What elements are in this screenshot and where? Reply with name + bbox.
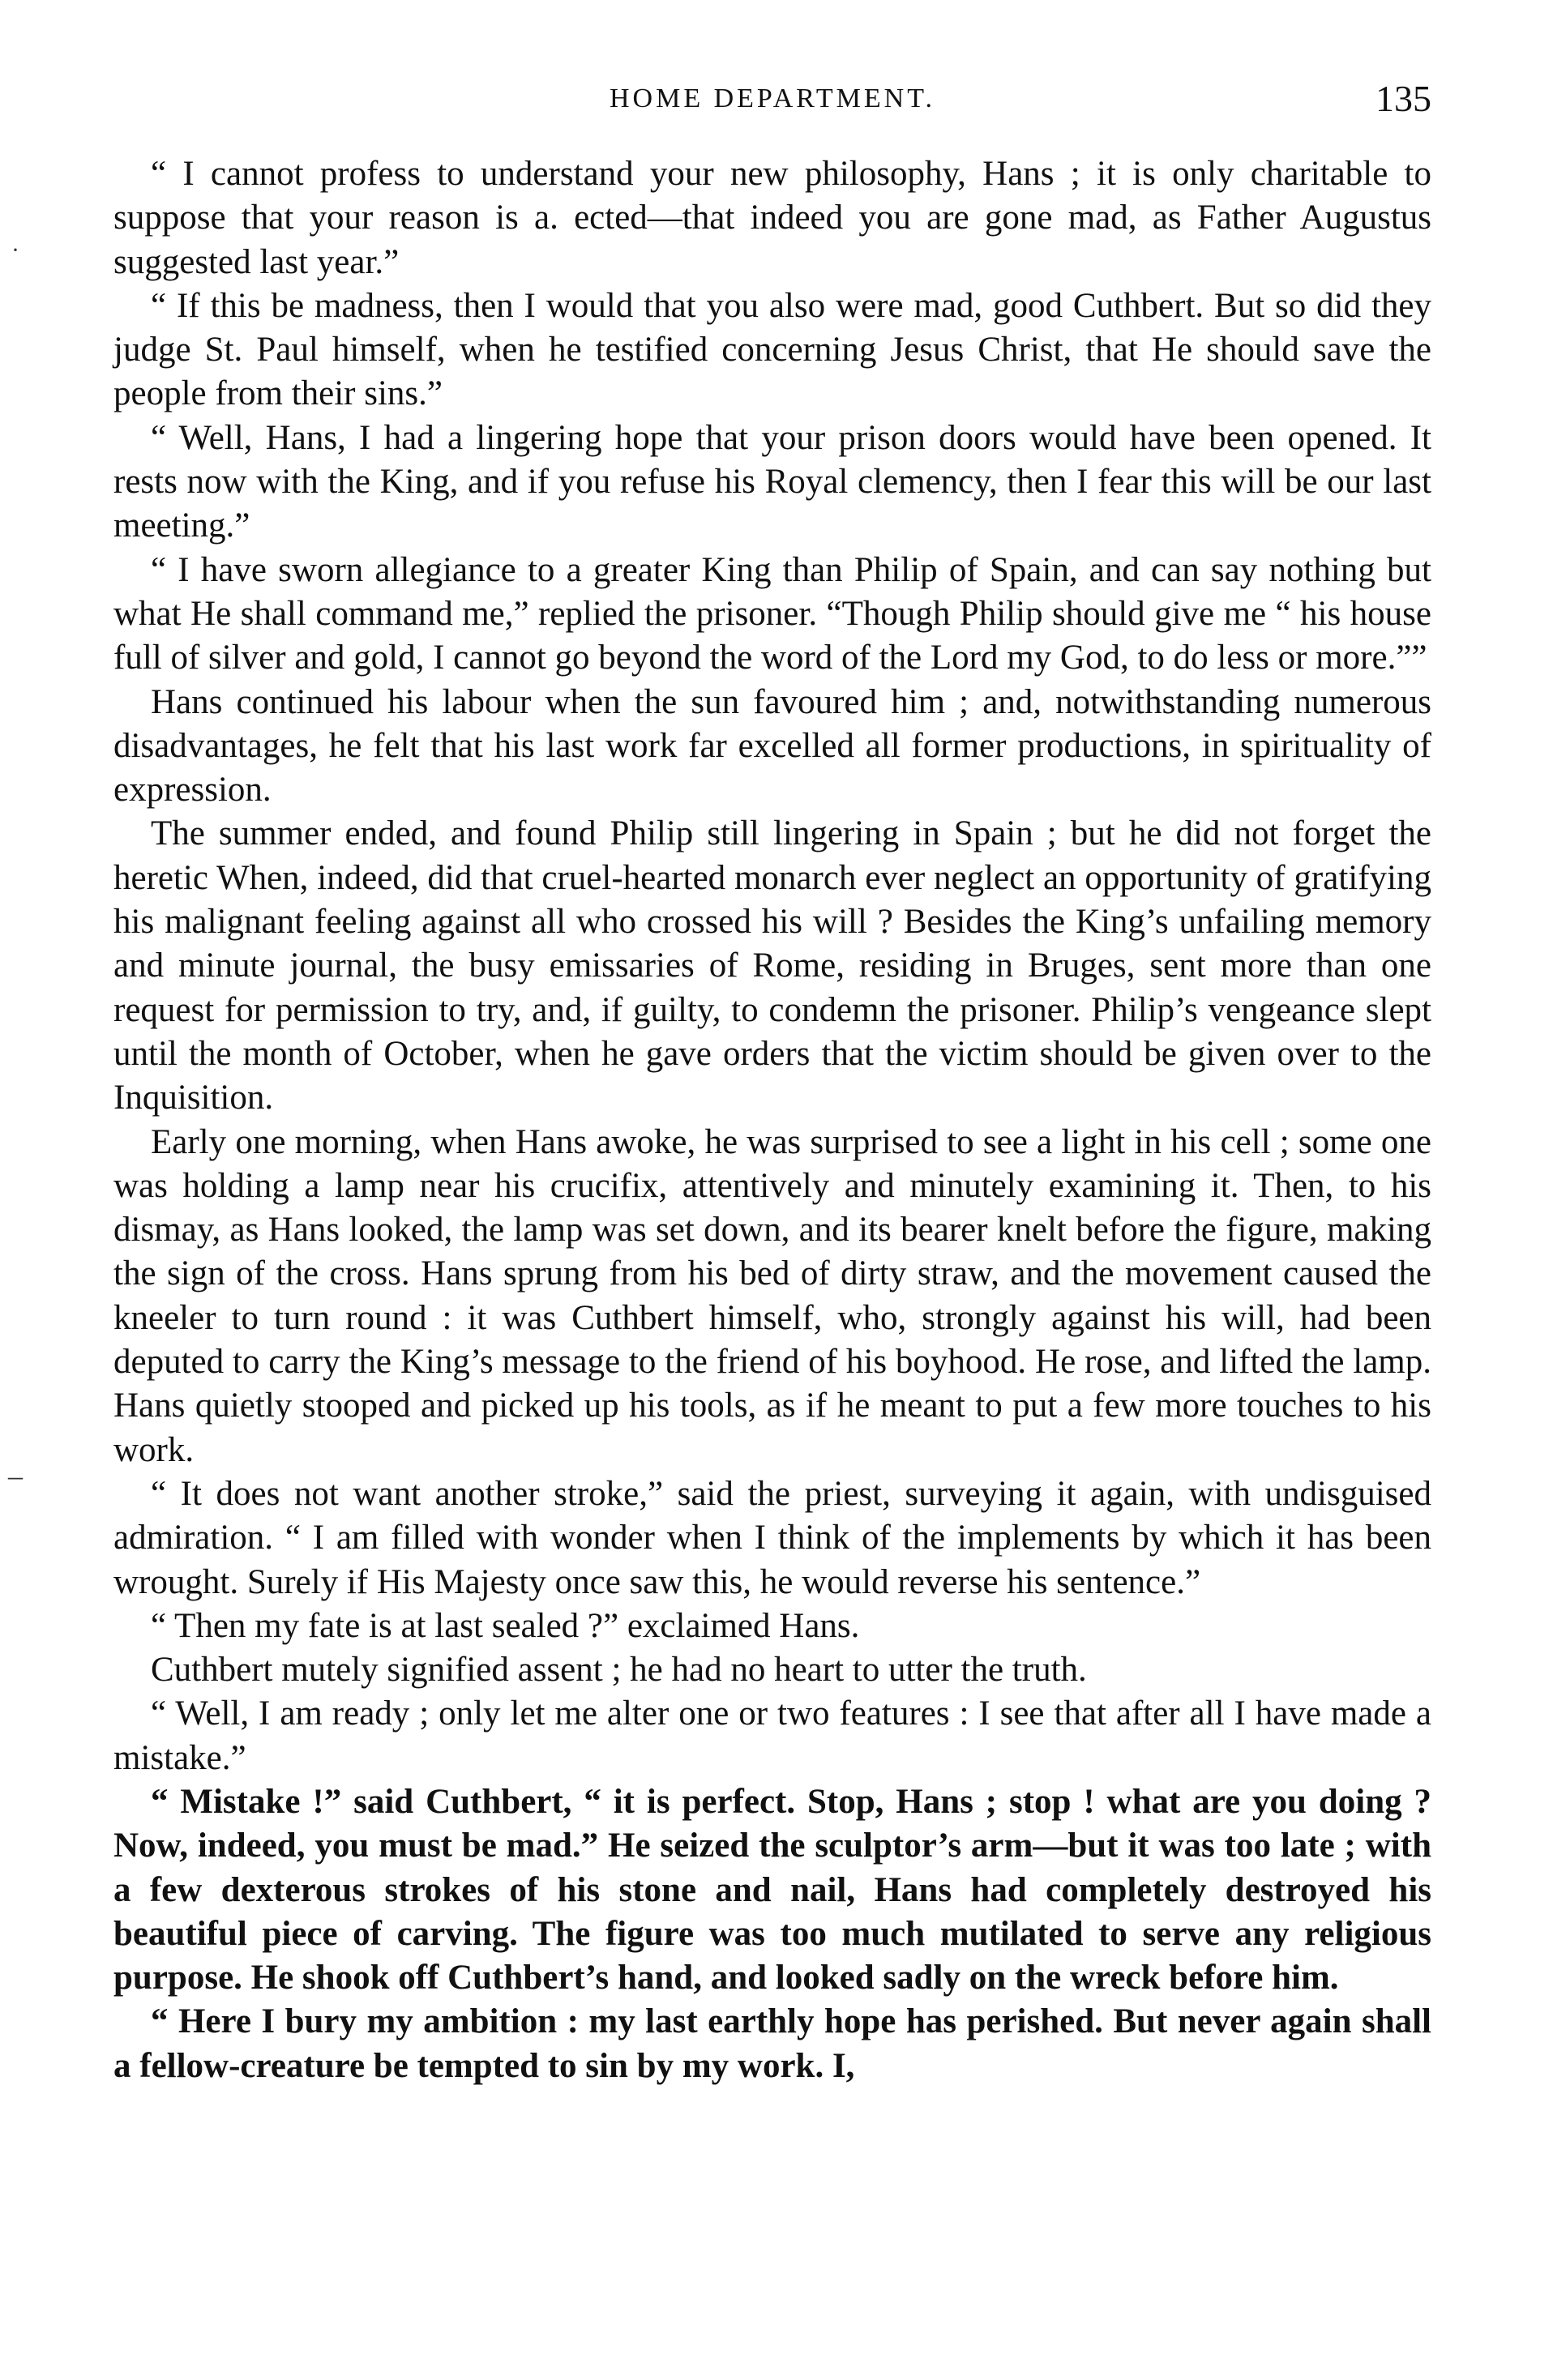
page-number: 135	[1375, 78, 1431, 119]
paragraph-10: Cuthbert mutely signified assent ; he had no heart to utter the truth.	[151, 1651, 1087, 1690]
paragraph-11: “ Well, I am ready ; only let me alter one or two features : I see that after all I have made a mistake.”	[113, 1694, 1431, 1777]
paragraph-1: “ I cannot profess to understand your new philosophy, Hans ; it is only charitable to suppose that your reason is a. ected—that indeed you are gone mad, as Father Augustus suggested last year.”	[113, 155, 1431, 281]
paragraph-4: “ I have sworn allegiance to a greater King than Philip of Spain, and can say nothing but what He shall command me,” replied the prisoner. “Though Philip should give me “ his house full of silver and gold, I cannot go beyond the word of the Lord my God, to do less or more.””	[113, 550, 1431, 677]
body-text	[113, 152, 1431, 2088]
running-head: HOME DEPARTMENT.	[610, 83, 935, 113]
paragraph-12: “ Mistake !” said Cuthbert, “ it is perfect. Stop, Hans ; stop ! what are you doing ? Now, indeed, you must be mad.” He seized the sculptor’s arm—but it was too late ; with a few dexterous strokes of his stone and nail, Hans had completely destroyed his beautiful piece of carving. The figure was too much mutilated to serve any religious purpose. He shook off Cuthbert’s hand, and looked sadly on the wreck before him.	[113, 1782, 1431, 1998]
margin-dot-mark: ·	[11, 237, 19, 263]
margin-dash-mark: –	[8, 1459, 23, 1492]
paragraph-9: “ Then my fate is at last sealed ?” exclaimed Hans.	[151, 1606, 860, 1645]
paragraph-2: “ If this be madness, then I would that you also were mad, good Cuthbert. But so did they judge St. Paul himself, when he testified concerning Jesus Christ, that He should save the people from their sins.”	[113, 286, 1431, 413]
paragraph-6: The summer ended, and found Philip still lingering in Spain ; but he did not forget the heretic When, indeed, did that cruel-hearted monarch ever neglect an opportunity of gratifying his malignant feeling against all who crossed his will ? Besides the King’s unfailing memory and minute journal, the busy emissaries of Rome, residing in Bruges, sent more than one request for permission to try, and, if guilty, to condemn the prisoner. Philip’s vengeance slept until the month of October, when he gave orders that the victim should be given over to the Inquisition.	[113, 814, 1431, 1117]
paragraph-5: Hans continued his labour when the sun favoured him ; and, notwithstanding numerous disadvantages, he felt that his last work far excelled all former productions, in spirituality of expression.	[113, 682, 1431, 810]
paragraph-8: “ It does not want another stroke,” said the priest, surveying it again, with undisguised admiration. “ I am filled with wonder when I think of the implements by which it has been wrought. Surely if His Majesty once saw this, he would reverse his sentence.”	[113, 1474, 1431, 1601]
page-header	[113, 75, 1431, 123]
paragraph-3: “ Well, Hans, I had a lingering hope that your prison doors would have been opened. It rests now with the King, and if you refuse his Royal clemency, then I fear this will be our last meeting.”	[113, 418, 1431, 545]
paragraph-13: “ Here I bury my ambition : my last earthly hope has perished. But never again shall a fellow-creature be tempted to sin by my work. I,	[113, 2002, 1431, 2085]
paragraph-7: Early one morning, when Hans awoke, he was surprised to see a light in his cell ; some one was holding a lamp near his crucifix, attentively and minutely examining it. Then, to his dismay, as Hans looked, the lamp was set down, and its bearer knelt before the figure, making the sign of the cross. Hans sprung from his bed of dirty straw, and the movement caused the kneeler to turn round : it was Cuthbert himself, who, strongly against his will, had been deputed to carry the King’s message to the friend of his boyhood. He rose, and lifted the lamp. Hans quietly stooped and picked up his tools, as if he meant to put a few more touches to his work.	[113, 1122, 1431, 1469]
